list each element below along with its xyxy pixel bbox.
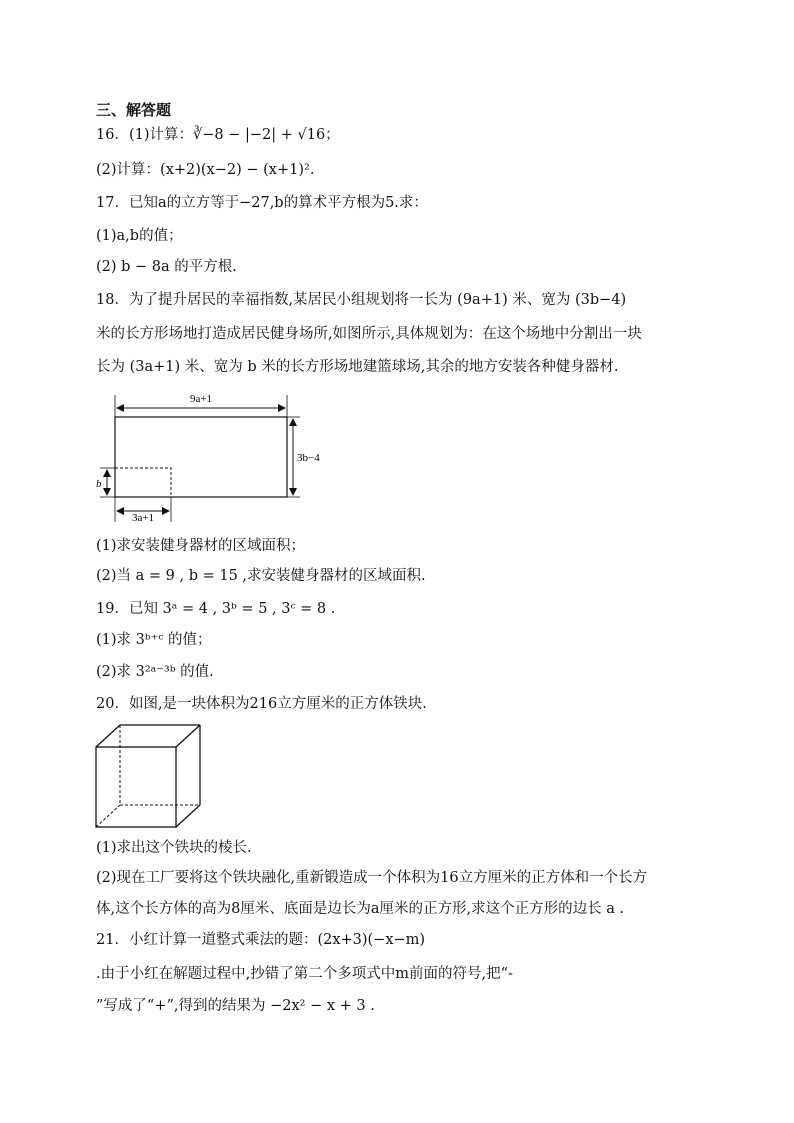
q19-part1: (1)求 3ᵇ⁺ᶜ 的值；: [96, 632, 212, 648]
q18-stem-line1: 18．为了提升居民的幸福指数,某居民小组规划将一长为 (9a+1) 米、宽为 (3b−4): [96, 292, 627, 308]
q19-stem: 19．已知 3ᵃ = 4 , 3ᵇ = 5 , 3ᶜ = 8 .: [96, 601, 336, 617]
q17-stem: 17．已知a的立方等于−27,b的算术平方根为5.求：: [96, 195, 428, 211]
q19-part2: (2)求 3²ᵃ⁻³ᵇ 的值.: [96, 664, 214, 680]
left-dimension-label: b: [96, 478, 102, 490]
field-rectangle: [115, 417, 287, 497]
q18-field-figure: [0, 390, 794, 530]
q18-stem-line2: 米的长方形场地打造成居民健身场所,如图所示,具体规划为：在这个场地中分割出一块: [96, 326, 642, 342]
q20-part1: (1)求出这个铁块的棱长.: [96, 840, 252, 856]
basketball-court-outline: [115, 468, 171, 497]
q17-part2: (2) b − 8a 的平方根.: [96, 259, 237, 275]
q17-part1: (1)a,b的值；: [96, 228, 183, 244]
q20-part2-line2: 体,这个长方体的高为8厘米、底面是边长为a厘米的正方形,求这个正方形的边长 a .: [96, 901, 625, 917]
q18-part2: (2)当 a = 9 , b = 15 ,求安装健身器材的区域面积.: [96, 568, 426, 584]
q20-stem: 20．如图,是一块体积为216立方厘米的正方体铁块.: [96, 696, 427, 712]
q20-part2-line1: (2)现在工厂要将这个铁块融化,重新锻造成一个体积为16立方厘米的正方体和一个长方: [96, 870, 648, 886]
q18-part1: (1)求安装健身器材的区域面积；: [96, 538, 306, 554]
q16-line1: 16．(1)计算：∛−8 − |−2| + √16；: [96, 127, 340, 143]
q16-line2: (2)计算：(x+2)(x−2) − (x+1)².: [96, 162, 315, 178]
top-dimension-label: 9a+1: [189, 393, 213, 405]
q21-line2: .由于小红在解题过程中,抄错了第二个多项式中m前面的符号,把“-: [96, 966, 513, 982]
q20-cube-figure: [0, 722, 794, 832]
right-dimension-label: 3b−4: [297, 452, 320, 464]
q18-stem-line3: 长为 (3a+1) 米、宽为 b 米的长方形场地建篮球场,其余的地方安装各种健身器材.: [96, 359, 619, 375]
q21-stem: 21．小红计算一道整式乘法的题：(2x+3)(−x−m): [96, 932, 426, 948]
cube-hidden-edges: [96, 725, 200, 827]
section-title: 三、解答题: [96, 101, 172, 119]
cube-solid-edges: [96, 725, 200, 827]
bottom-dimension-label: 3a+1: [131, 512, 155, 524]
q21-line3: ”写成了“+”,得到的结果为 −2x² − x + 3 .: [96, 998, 375, 1014]
